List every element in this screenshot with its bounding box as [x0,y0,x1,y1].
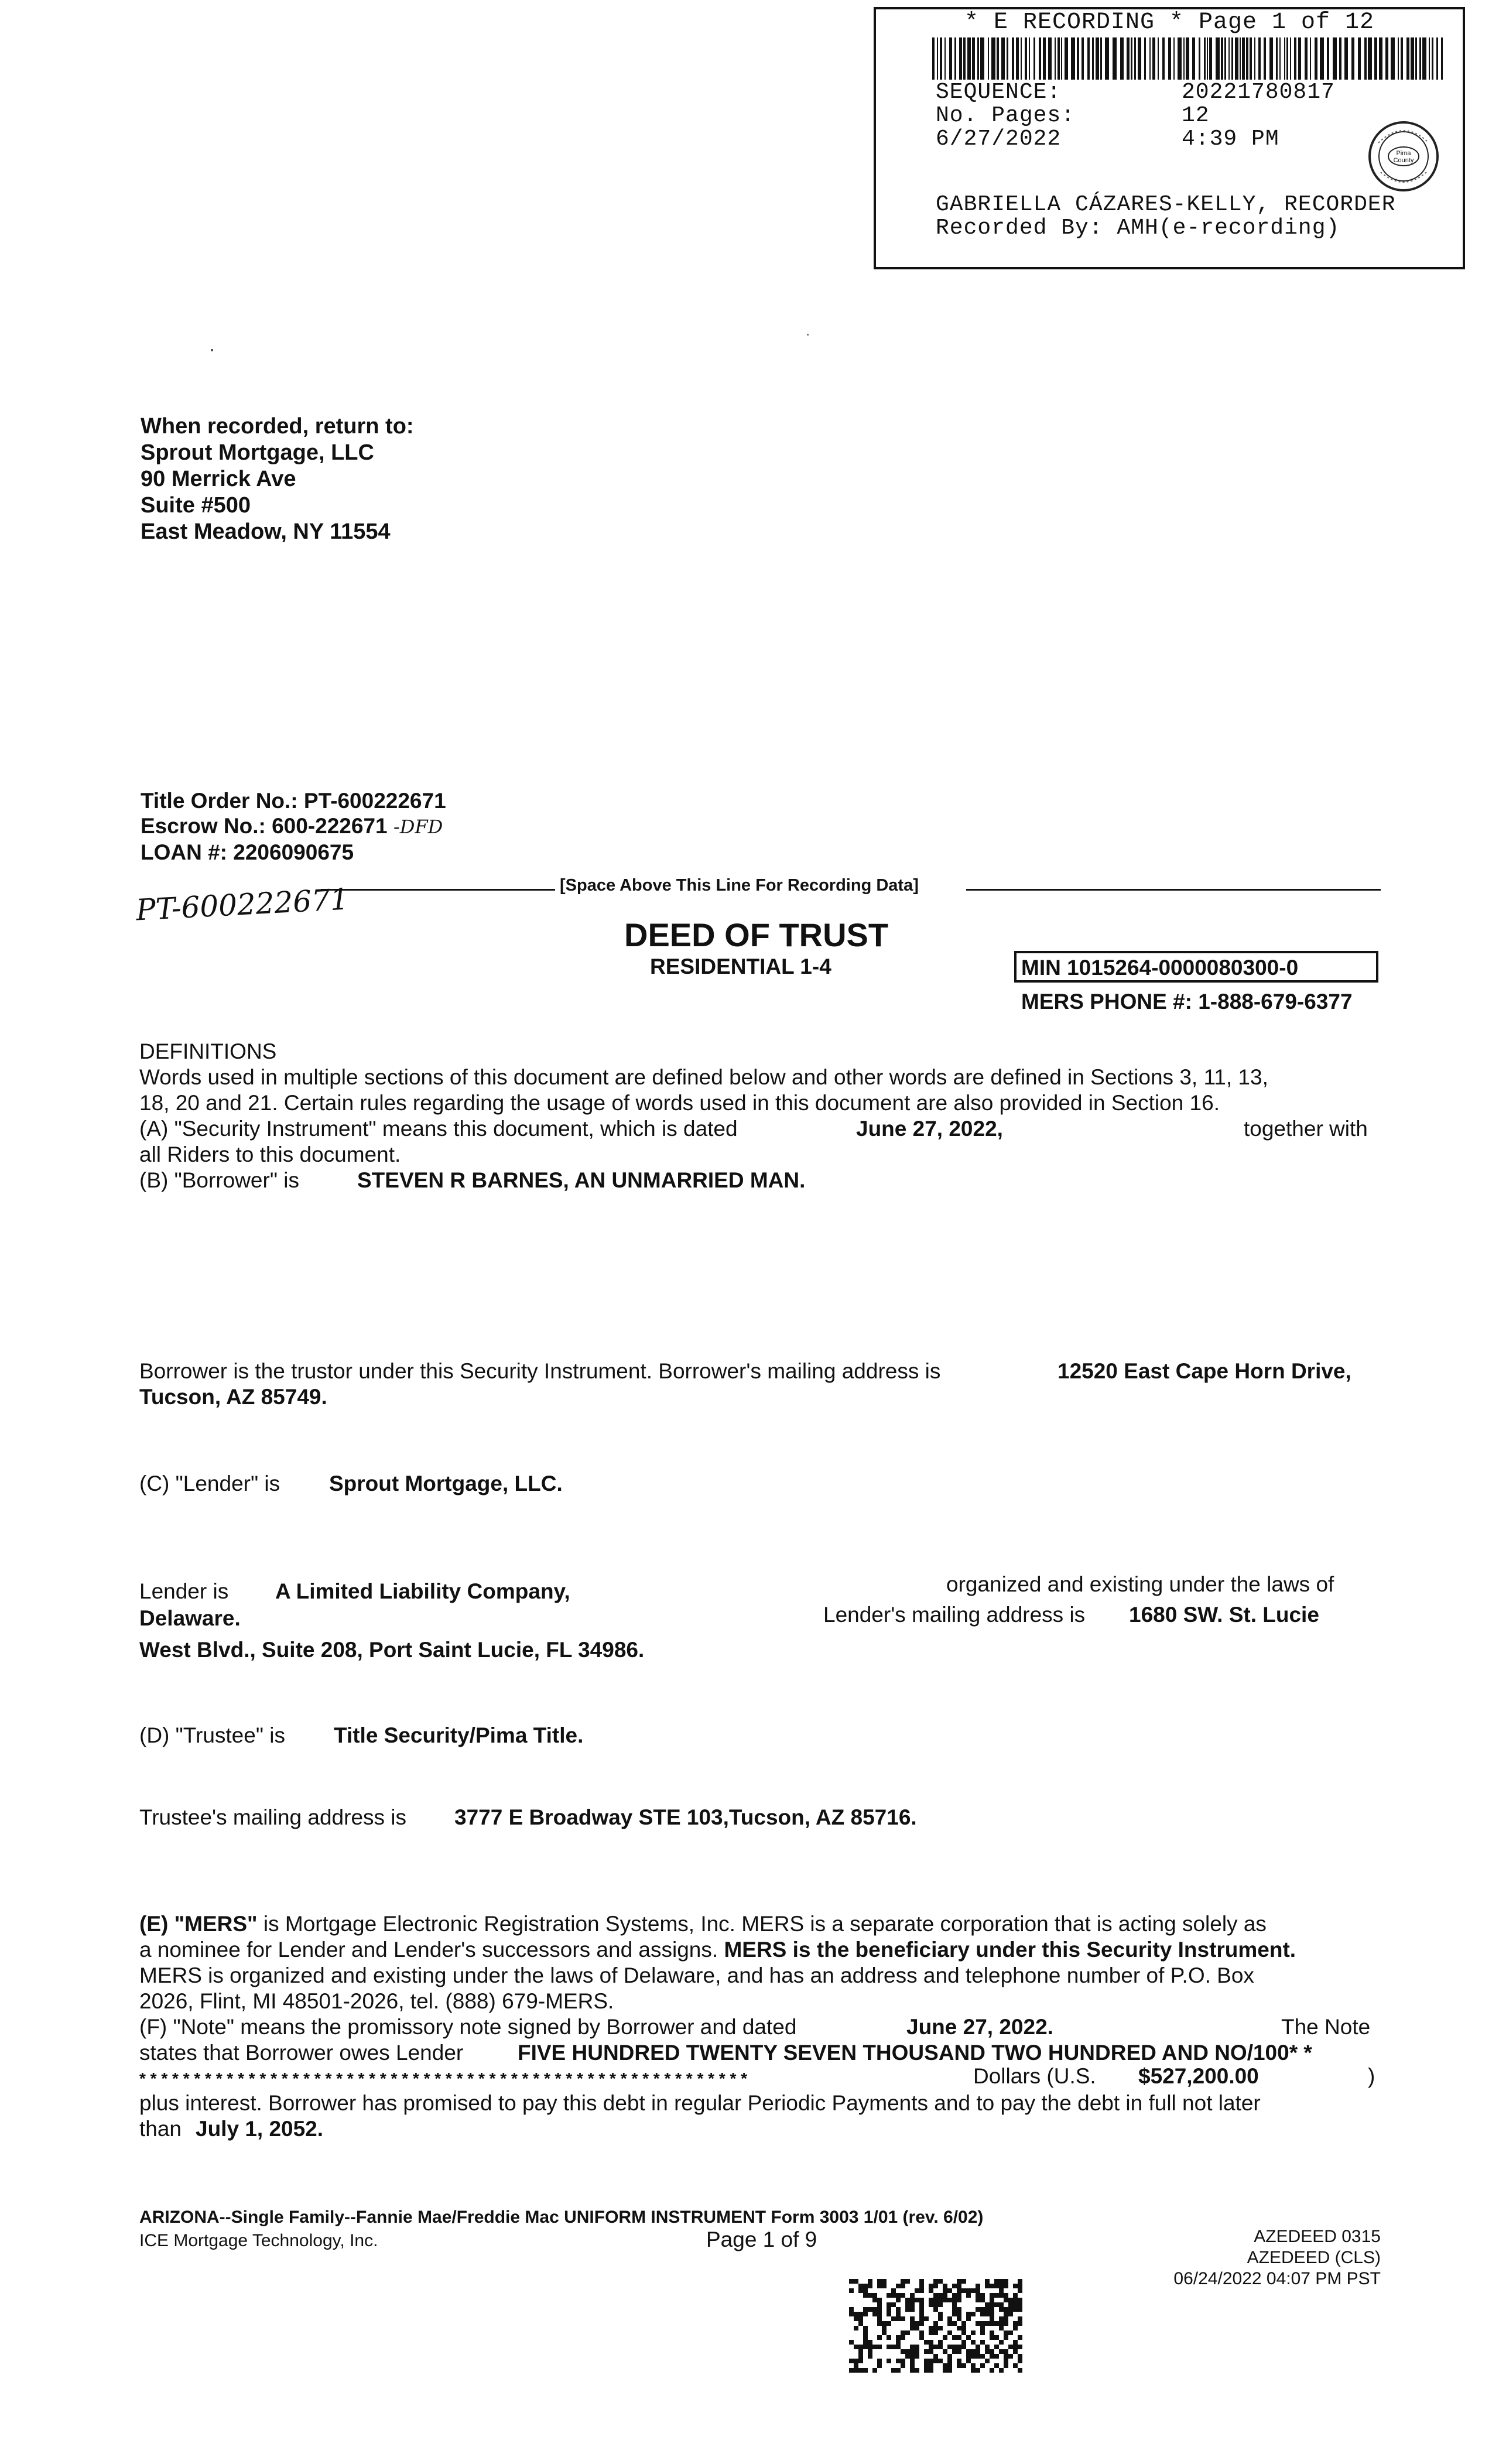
county-seal-icon [1367,119,1440,193]
stamp-barcode [932,37,1447,80]
trustee-address: 3777 E Broadway STE 103,Tucson, AZ 85716. [454,1805,917,1829]
space-above-note: [Space Above This Line For Recording Data] [560,876,919,895]
trustor-address-1: 12520 East Cape Horn Drive, [1057,1359,1351,1383]
record-time: 4:39 PM [1182,126,1279,152]
trustee-name: Title Security/Pima Title. [334,1723,584,1747]
sequence-value: 20221780817 [1182,80,1335,105]
return-to-line: East Meadow, NY 11554 [141,519,391,544]
page-number: Page 1 of 9 [706,2227,817,2251]
pages-label: No. Pages: [936,103,1076,128]
qr-code-icon [849,2279,1022,2375]
def-a-date: June 27, 2022, [856,1117,1003,1141]
maturity-date: July 1, 2052. [196,2117,324,2141]
lender-org-text: organized and existing under the laws of [946,1572,1334,1596]
lender-address-2: West Blvd., Suite 208, Port Saint Lucie, FL 34986. [139,1638,645,1662]
return-to-heading: When recorded, return to: [141,414,414,439]
def-e-line-3: MERS is organized and existing under the laws of Delaware, and has an address and telephone number of P.O. Box [139,1963,1254,1987]
recorded-by: Recorded By: AMH(e-recording) [936,215,1340,241]
dollars-label: Dollars (U.S. [973,2064,1096,2088]
borrower-name: STEVEN R BARNES, AN UNMARRIED MAN. [357,1168,806,1192]
def-f-interest: plus interest. Borrower has promised to pay this debt in regular Periodic Payments and to pay the debt in full not later [139,2091,1261,2115]
reference-numbers [141,788,446,865]
def-b-label: (B) "Borrower" is [139,1168,299,1192]
lender-address-1: 1680 SW. St. Lucie [1129,1603,1319,1627]
mers-phone: MERS PHONE #: 1-888-679-6377 [1021,990,1353,1014]
return-to-line: 90 Merrick Ave [141,467,296,491]
recording-stamp [874,7,1465,269]
definitions-intro-1: Words used in multiple sections of this document are defined below and other words are defined in Sections 3, 11, 13, [139,1065,1268,1089]
def-e-line-1 [139,1911,1267,1937]
scan-speck [807,334,809,336]
vendor-name: ICE Mortgage Technology, Inc. [139,2231,378,2250]
min-number: MIN 1015264-0000080300-0 [1021,956,1299,980]
document-subtitle: RESIDENTIAL 1-4 [650,954,831,978]
def-e-text: is Mortgage Electronic Registration Systems, Inc. MERS is a separate corporation that is acting solely as [257,1912,1267,1936]
trustor-address-2: Tucson, AZ 85749. [139,1385,327,1409]
trustor-text: Borrower is the trustor under this Security Instrument. Borrower's mailing address is [139,1359,941,1383]
return-to-line: Sprout Mortgage, LLC [141,440,374,465]
recording-line-right [966,889,1381,891]
document-title: DEED OF TRUST [624,916,889,953]
def-a-line2: all Riders to this document. [139,1142,401,1166]
form-identifier: ARIZONA--Single Family--Fannie Mae/Freddie Mac UNIFORM INSTRUMENT Form 3003 1/01 (rev. 6/02) [139,2208,984,2227]
definitions-intro-2: 18, 20 and 21. Certain rules regarding the usage of words used in this document are also provided in Section 16. [139,1091,1220,1115]
lender-mail-label: Lender's mailing address is [823,1603,1086,1627]
def-d-label: (D) "Trustee" is [139,1723,285,1747]
record-date: 6/27/2022 [936,126,1062,152]
def-f-tail: The Note [1281,2015,1371,2039]
lender-type: A Limited Liability Company, [275,1579,570,1603]
lender-is-label: Lender is [139,1579,229,1603]
def-a-tail: together with [1244,1117,1368,1141]
return-to-block [141,413,414,545]
note-amount: $527,200.00 [1138,2064,1259,2088]
def-e-text: a nominee for Lender and Lender's successors and assigns. [139,1938,724,1962]
def-f-label: (F) "Note" means the promissory note signed by Borrower and dated [139,2015,797,2039]
stamp-header: * E RECORDING * Page 1 of 12 [964,9,1375,36]
form-code-2: AZEDEED (CLS) [1247,2248,1381,2267]
sequence-label: SEQUENCE: [936,80,1062,105]
scan-speck [211,349,213,351]
close-paren: ) [1368,2064,1375,2088]
lender-state: Delaware. [139,1606,241,1630]
return-to-line: Suite #500 [141,493,251,518]
print-timestamp: 06/24/2022 04:07 PM PST [1173,2269,1381,2288]
loan-number: LOAN #: 2206090675 [141,840,354,864]
footer-codes [1148,2226,1381,2290]
title-order-number: Title Order No.: PT-600222671 [141,789,446,813]
def-c-label: (C) "Lender" is [139,1471,280,1495]
def-e-line-2 [139,1937,1296,1963]
def-f-than: than [139,2117,182,2141]
handwritten-order-number: PT-600222671 [135,882,350,928]
def-a-label: (A) "Security Instrument" means this document, which is dated [139,1117,738,1141]
trustee-mail-label: Trustee's mailing address is [139,1805,407,1829]
definitions-heading: DEFINITIONS [139,1039,277,1063]
def-e-beneficiary: MERS is the beneficiary under this Security Instrument. [724,1938,1296,1962]
pages-value: 12 [1182,103,1210,128]
def-e-line-4: 2026, Flint, MI 48501-2026, tel. (888) 679-MERS. [139,1989,614,2013]
form-code-1: AZEDEED 0315 [1254,2227,1381,2246]
asterisk-fill: * * * * * * * * * * * * * * * * * * * * * * * * * * * * * * * * * * * * * * * * * * * * * * * * * * * * * * * * [139,2069,748,2087]
recording-line-left [321,889,555,891]
lender-name: Sprout Mortgage, LLC. [329,1471,563,1495]
note-date: June 27, 2022. [906,2015,1053,2039]
def-e-label: (E) "MERS" [139,1912,258,1936]
escrow-handwritten: -DFD [393,816,443,838]
min-box [1014,951,1378,983]
recorder-name: GABRIELLA CÁZARES-KELLY, RECORDER [936,192,1396,217]
note-amount-words: FIVE HUNDRED TWENTY SEVEN THOUSAND TWO HUNDRED AND NO/100* * [518,2041,1312,2065]
seal-text: Pima County [1393,150,1414,164]
def-f-owes: states that Borrower owes Lender [139,2041,464,2065]
escrow-number: Escrow No.: 600-222671 [141,814,388,838]
